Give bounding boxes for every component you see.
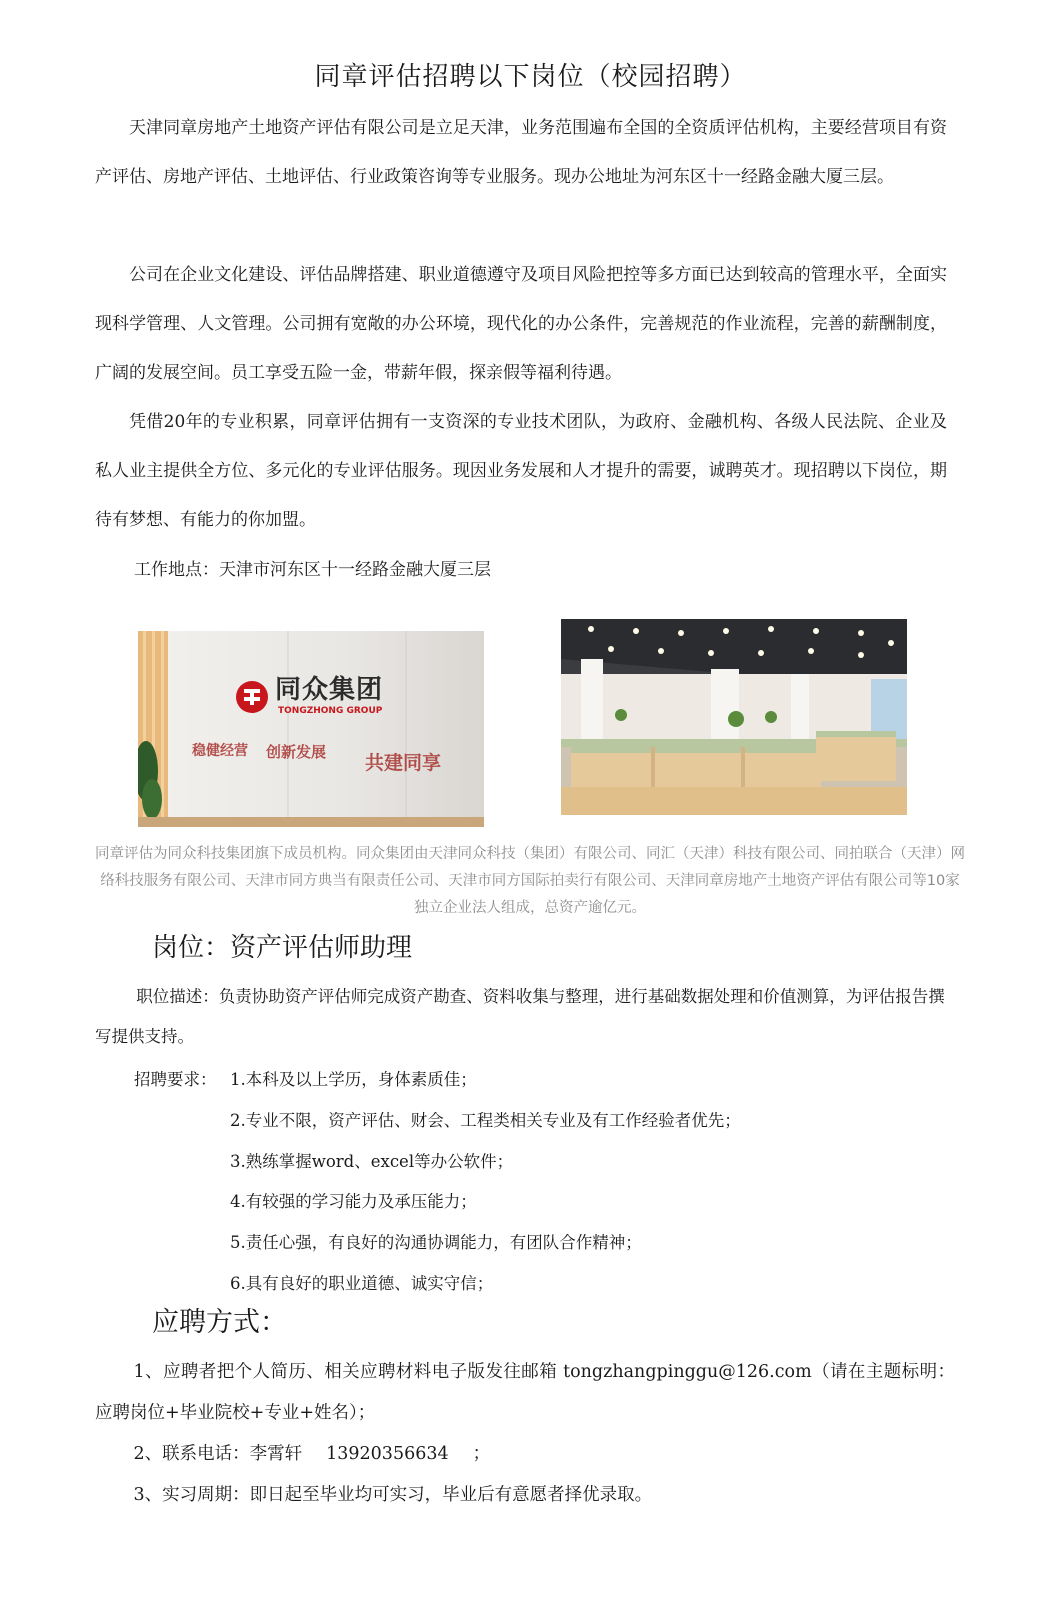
job-title-heading: 岗位：资产评估师助理 [152,933,413,963]
contact-person: 2、联系电话：李霄轩 [133,1444,303,1464]
tongzhong-logo-icon [236,681,268,713]
group-caption: 同章评估为同众科技集团旗下成员机构。同众集团由天津同众科技（集团）有限公司、同汇（天津）科技有限公司、同拍联合（天津）网络科技服务有限公司、天津市同方典当有限责任公司、天津市同方国际拍卖行有限公司、天津同章房地产土地资产评估有限公司等10家独立企业法人组成，总资产逾亿元。 [95,846,965,916]
requirements-label: 招聘要求： [134,1070,217,1089]
logo-english-text: TONGZHONG GROUP [278,706,383,716]
lobby-illustration [138,631,484,827]
internship-period: 3、实习周期：即日起至毕业均可实习，毕业后有意愿者择优录取。 [133,1485,653,1505]
office-illustration [561,619,907,815]
page-title: 同章评估招聘以下岗位（校园招聘） [314,62,747,92]
job-description: 职位描述：负责协助资产评估师完成资产勘查、资料收集与整理，进行基础数据处理和价值测算，为评估报告撰写提供支持。 [95,987,945,1046]
intro-paragraph-experience: 凭借20年的专业积累，同章评估拥有一支资深的专业技术团队，为政府、金融机构、各级人民法院、企业及私人业主提供全方位、多元化的专业评估服务。现因业务发展和人才提升的需要，诚聘英才。现招聘以下岗位，期待有梦想、有能力的你加盟。 [95,412,947,530]
slogan-share: 共建同享 [365,752,442,774]
slogan-innovate: 创新发展 [266,743,327,761]
lobby-photo [138,631,484,827]
office-plant [728,711,744,727]
apply-email-instruction: 1、应聘者把个人简历、相关应聘材料电子版发往邮箱 tongzhangpinggu@126.com（请在主题标明：应聘岗位+毕业院校+专业+姓名）； [95,1362,955,1423]
slogan-steady: 稳健经营 [192,743,248,759]
work-location: 工作地点：天津市河东区十一经路金融大厦三层 [134,560,491,580]
apply-method-heading: 应聘方式： [152,1307,287,1338]
requirement-item: 2.专业不限，资产评估、财会、工程类相关专业及有工作经验者优先； [230,1110,741,1130]
phone-suffix: ； [472,1444,491,1464]
workstation-desks [561,731,907,815]
requirement-item: 4.有较强的学习能力及承压能力； [230,1192,477,1212]
requirement-item: 6.具有良好的职业道德、诚实守信； [230,1273,494,1293]
requirement-item: 5.责任心强，有良好的沟通协调能力，有团队合作精神； [230,1233,642,1253]
phone-number[interactable]: 13920356634 [326,1444,449,1464]
apply-contact-phone [95,1434,955,1475]
intro-paragraph-management: 公司在企业文化建设、评估品牌搭建、职业道德遵守及项目风险把控等多方面已达到较高的管理水平，全面实现科学管理、人文管理。公司拥有宽敞的办公环境，现代化的办公条件，完善规范的作业流程，完善的薪酬制度，广阔的发展空间。员工享受五险一金，带薪年假，探亲假等福利待遇。 [95,265,947,383]
requirement-item: 3.熟练掌握word、excel等办公软件； [230,1151,514,1171]
logo-chinese-text: 同众集团 [275,675,384,705]
requirement-item: 1.本科及以上学历，身体素质佳； [230,1070,477,1089]
intro-paragraph-company: 天津同章房地产土地资产评估有限公司是立足天津，业务范围遍布全国的全资质评估机构，主要经营项目有资产评估、房地产评估、土地评估、行业政策咨询等专业服务。现办公地址为河东区十一经路金融大厦三层。 [95,118,947,187]
requirements-list [230,1060,741,1305]
office-photo [561,619,907,815]
